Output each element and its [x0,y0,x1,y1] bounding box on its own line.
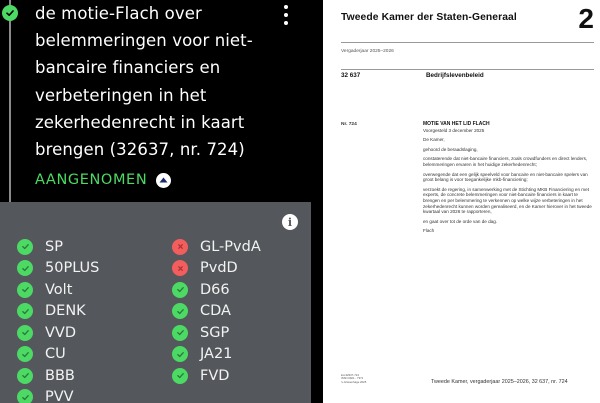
party-label: 50PLUS [45,260,100,277]
party-label: CU [45,346,66,363]
check-circle-icon [17,325,33,341]
footer-meta-line: kst-32637-724 [341,373,359,377]
vote-item-sgp [172,322,261,344]
check-circle-icon [17,389,33,403]
result-status: AANGENOMEN [35,172,148,188]
party-label: GL-PvdA [200,238,261,255]
check-circle-icon [172,325,188,341]
document-page-number: 2 [578,3,594,34]
party-label: SGP [200,324,230,341]
motion-title-line: brengen (32637, nr. 724) [35,140,245,160]
divider [341,42,594,43]
vote-item-d66 [172,279,261,301]
result-row[interactable] [35,172,171,188]
paragraph: overwegende dat een gelijk speelveld voor bancaire en niet-bancaire spelers van groot belang is voor toegankelijke mkb-financiering; [423,171,588,183]
info-icon[interactable]: i [282,214,298,230]
check-circle-icon [172,282,188,298]
divider [341,69,594,70]
party-label: JA21 [200,346,233,363]
vote-item-fvd [172,365,261,387]
motion-title-line: de motie-Flach over [35,4,202,23]
paragraph: en gaat over tot de orde van de dag. [423,218,498,224]
paragraph: gehoord de beraadslaging, [423,146,478,152]
dossier-title: Bedrijfslevenbeleid [426,72,484,79]
vote-item-cda [172,301,261,323]
check-circle-icon [17,346,33,362]
check-circle-icon [17,282,33,298]
party-label: BBB [45,367,75,384]
vote-item-bbb [17,365,99,387]
party-label: D66 [200,281,230,298]
votes-panel [0,202,311,403]
paragraph: verzoekt de regering, in samenwerking met de Stichting MKB Financiering en met experts, de concrete belemmeringen voor niet-bancaire financiers in kaart te brengen en per belemmering te verkennen op welke wijze verbeteringen in het zekerhedenrecht kunnen worden gerealiseerd, en de Kamer hierover in het tweede kwartaal van 2026 te rapporteren, [423,186,592,215]
vote-item-gl-pvda [172,236,261,258]
vote-item-pvv [17,387,99,403]
signature: Flach [423,228,435,234]
dossier-number: 32 637 [341,72,361,79]
motion-title-line: verbeteringen in het [35,85,207,105]
document-year: Vergaderjaar 2025–2026 [341,49,394,54]
check-circle-icon [17,368,33,384]
paragraph: constaterende dat niet-bancaire financiers, zoals crowdfunders en direct lenders, belemmeringen ervaren in het huidige zekerhedenrecht; [423,156,588,167]
motion-document [323,0,600,403]
footer-meta-line: 's-Gravenhage 2025 [341,379,367,384]
vote-item-cu [17,344,99,366]
vote-item-denk [17,301,99,323]
motion-title-line: bancaire financiers en [35,58,221,78]
footer-meta-line: ISSN 0921 - 7371 [341,376,364,381]
votes-right-column [172,236,261,387]
vote-item-50plus [17,258,99,280]
x-circle-icon [172,260,188,276]
votes-left-column [17,236,99,403]
motion-title-line: belemmeringen voor niet- [35,31,253,51]
paragraph: De Kamer, [423,137,445,143]
party-label: FVD [200,367,230,384]
party-label: Volt [45,281,73,298]
proposed-date: Voorgesteld 3 december 2025 [423,127,485,133]
party-label: DENK [45,303,86,320]
x-circle-icon [172,239,188,255]
motion-title [35,0,285,163]
document-footer-meta [341,374,366,384]
chevron-up-icon[interactable] [156,173,171,188]
vote-item-sp [17,236,99,258]
motion-document-title: MOTIE VAN HET LID FLACH [423,121,490,127]
motion-title-line: zekerhedenrecht in kaart [35,112,245,132]
party-label: CDA [200,303,231,320]
check-circle-icon [17,239,33,255]
vote-item-pvdd [172,258,261,280]
party-label: PVV [45,389,74,403]
check-circle-icon [172,303,188,319]
check-circle-icon [172,368,188,384]
check-circle-icon [172,346,188,362]
document-nr: Nr. 724 [341,122,357,127]
document-body [423,122,593,238]
vote-item-volt [17,279,99,301]
check-circle-icon [17,303,33,319]
vote-item-vvd [17,322,99,344]
check-circle-icon [17,260,33,276]
party-label: VVD [45,324,77,341]
party-label: SP [45,238,63,255]
document-footer: Tweede Kamer, vergaderjaar 2025–2026, 32 637, nr. 724 [431,379,568,385]
check-circle-icon [2,5,18,21]
document-header: Tweede Kamer der Staten-Generaal [341,12,517,23]
vote-item-ja21 [172,344,261,366]
timeline-line [9,0,11,205]
party-label: PvdD [200,260,238,277]
